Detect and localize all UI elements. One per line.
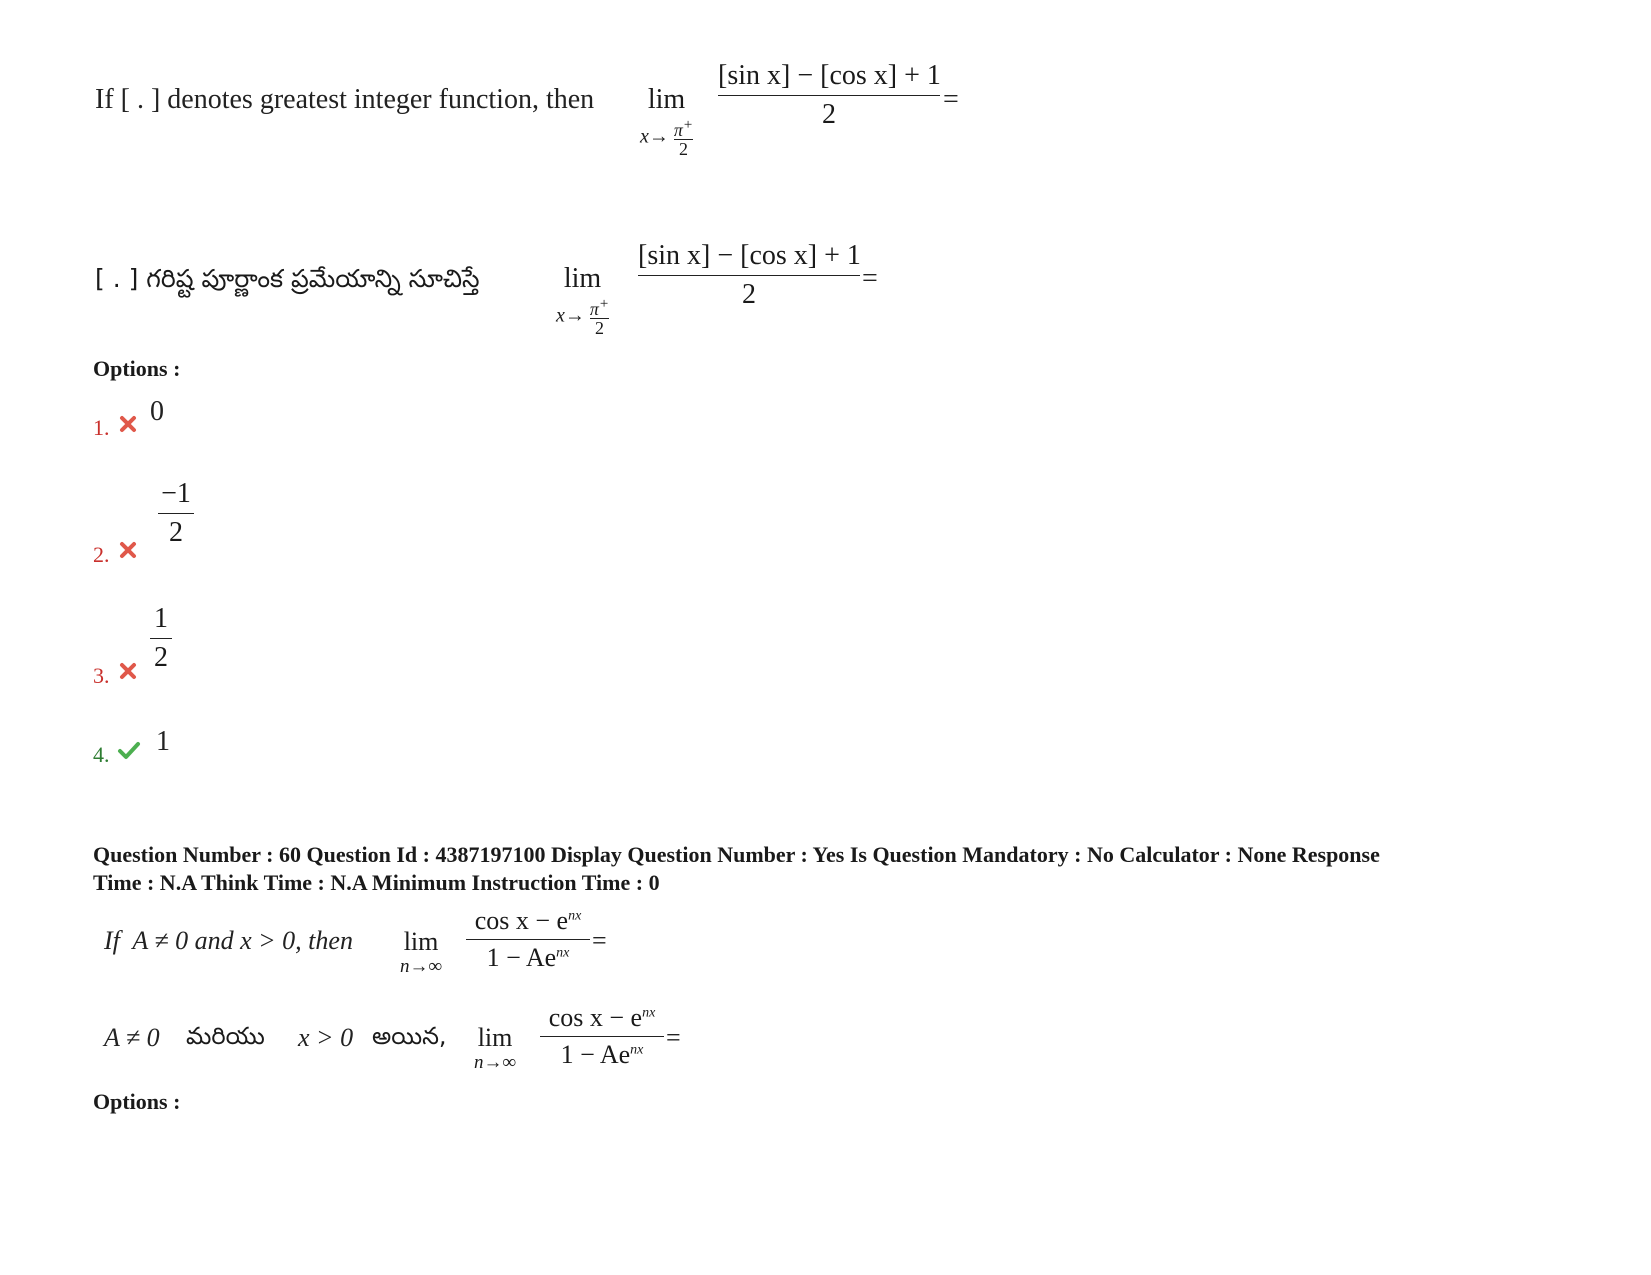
q60-english-limit: lim n→∞ — [400, 927, 443, 977]
fraction-denominator: $1 - Ae^{nx}$ — [560, 1040, 644, 1069]
fraction-bar — [540, 1036, 664, 1037]
fraction-bar — [718, 95, 940, 96]
question-meta-line-1: Question Number : 60 Question Id : 4387197100 Display Question Number : Yes Is Question Mandatory : No Calculator : None Response — [93, 842, 1380, 867]
q60-english-prefix: If A ≠ 0 and x > 0, then — [104, 926, 353, 955]
q59-telugu-limit: lim x→ $\frac{\pi^+}{2}$ — [556, 263, 610, 338]
question-meta — [93, 841, 1593, 897]
options-heading: Options : — [93, 1089, 181, 1114]
fraction-numerator: [sin x] − [cos x] + 1 — [718, 60, 941, 91]
q60-telugu-fraction — [540, 1003, 664, 1070]
equals-sign: = — [943, 84, 959, 115]
q59-english-limit: lim x→ $\frac{\pi^+}{2}$ — [640, 84, 694, 159]
condition-a: A ≠ 0 — [104, 1023, 160, 1052]
telugu-then: అయిన, — [372, 1022, 447, 1050]
q59-english-prefix: If [ . ] denotes greatest integer function, then — [95, 84, 595, 115]
fraction-numerator: $\cos x - e^{nx}$ — [474, 906, 582, 935]
q59-telugu-prefix: [ . ] గరిష్ట పూర్ణాంక ప్రమేయాన్ని సూచిస్తే — [95, 264, 480, 293]
fraction-bar — [466, 939, 590, 940]
option-number: 2. — [93, 542, 110, 567]
check-icon — [117, 740, 141, 760]
option-value: 0 — [150, 396, 164, 427]
fraction-bar — [638, 275, 860, 276]
cross-icon — [118, 661, 138, 681]
fraction-denominator: 2 — [822, 99, 836, 130]
option-number: 3. — [93, 663, 110, 688]
option-value: 1 — [156, 726, 170, 757]
option-number: 1. — [93, 415, 110, 440]
cross-icon — [118, 414, 138, 434]
equals-sign: = — [666, 1023, 681, 1052]
equals-sign: = — [862, 263, 878, 294]
options-heading: Options : — [93, 356, 181, 381]
option-number: 4. — [93, 742, 110, 767]
cross-icon — [118, 540, 138, 560]
q59-english-fraction — [718, 60, 940, 131]
q60-telugu-limit: lim n→∞ — [474, 1023, 517, 1073]
telugu-and: మరియు — [186, 1022, 265, 1050]
condition-x: x > 0 — [298, 1023, 354, 1052]
q59-telugu-fraction — [638, 240, 860, 311]
equals-sign: = — [592, 926, 607, 955]
fraction-numerator: [sin x] − [cos x] + 1 — [638, 240, 861, 271]
question-meta-line-2: Time : N.A Think Time : N.A Minimum Instruction Time : 0 — [93, 870, 660, 895]
option-fraction: −1 2 — [158, 478, 194, 549]
option-fraction: 1 2 — [150, 603, 172, 674]
q60-english-fraction — [466, 906, 590, 973]
fraction-denominator: 2 — [742, 279, 756, 310]
fraction-denominator: $1 - Ae^{nx}$ — [486, 943, 570, 972]
fraction-numerator: $\cos x - e^{nx}$ — [548, 1003, 656, 1032]
